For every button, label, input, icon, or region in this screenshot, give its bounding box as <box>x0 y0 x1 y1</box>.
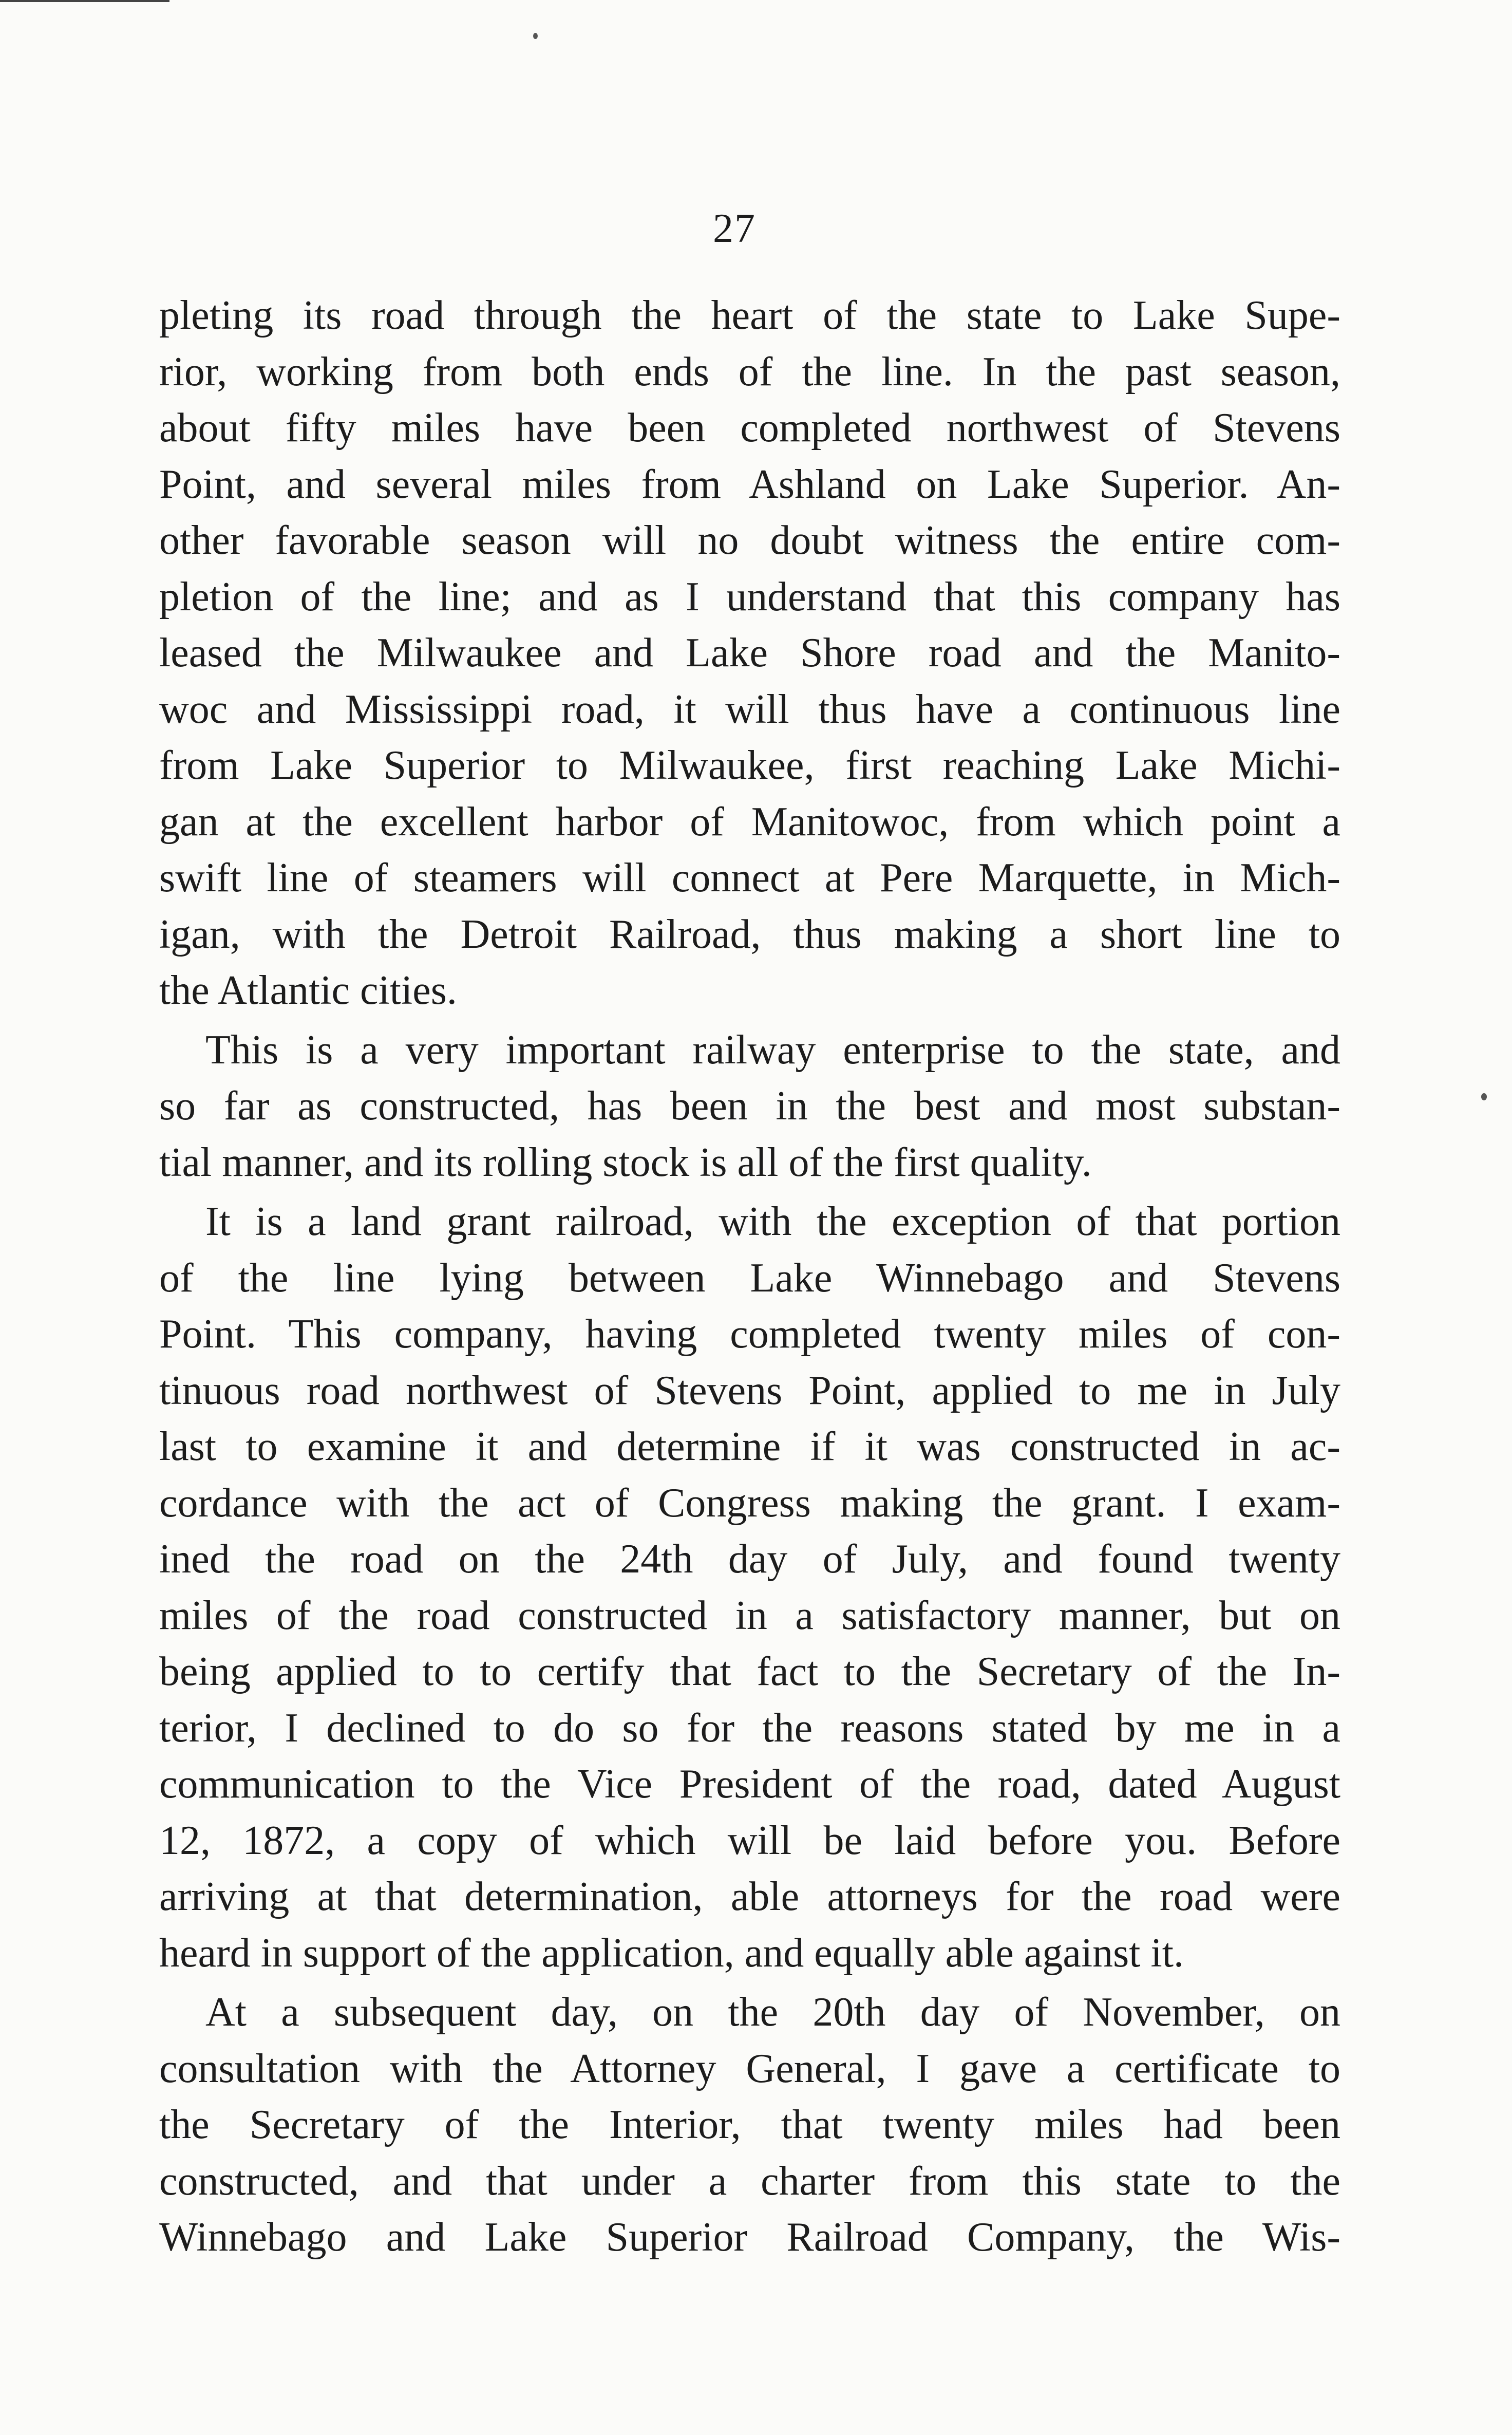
text-line: gan at the excellent harbor of Manitowoc, from which point a <box>159 799 1340 845</box>
page-top-rule <box>0 0 169 2</box>
text-line: of the line lying between Lake Winnebago and Stevens <box>159 1255 1340 1301</box>
text-line: miles of the road constructed in a satisfactory manner, but on <box>159 1593 1340 1638</box>
text-line: other favorable season will no doubt witness the entire com- <box>159 518 1340 563</box>
page-number: 27 <box>713 206 756 251</box>
text-line: about fifty miles have been completed northwest of Stevens <box>159 405 1340 451</box>
text-line: swift line of steamers will connect at Pere Marquette, in Mich- <box>159 855 1340 901</box>
paragraph-first-line: It is a land grant railroad, with the exception of that portion <box>205 1199 1340 1244</box>
text-line: leased the Milwaukee and Lake Shore road and the Manito- <box>159 630 1340 676</box>
text-line: pletion of the line; and as I understand that this company has <box>159 574 1340 620</box>
ink-speck <box>1481 1093 1487 1100</box>
text-line: communication to the Vice President of the road, dated August <box>159 1762 1340 1807</box>
text-line: 12, 1872, a copy of which will be laid before you. Before <box>159 1818 1340 1863</box>
body-text <box>159 288 1340 2266</box>
text-line: igan, with the Detroit Railroad, thus making a short line to <box>159 911 1340 957</box>
text-line: heard in support of the application, and equally able against it. <box>159 1930 1184 1976</box>
text-line: being applied to to certify that fact to the Secretary of the In- <box>159 1649 1340 1694</box>
text-line: so far as constructed, has been in the best and most substan- <box>159 1083 1340 1129</box>
text-line: the Atlantic cities. <box>159 968 457 1013</box>
text-line: Winnebago and Lake Superior Railroad Company, the Wis- <box>159 2215 1340 2260</box>
text-line: rior, working from both ends of the line. In the past season, <box>159 349 1340 395</box>
text-line: ined the road on the 24th day of July, and found twenty <box>159 1537 1340 1582</box>
text-line: woc and Mississippi road, it will thus have a continuous line <box>159 686 1340 732</box>
text-line: Point, and several miles from Ashland on Lake Superior. An- <box>159 461 1340 507</box>
text-line: cordance with the act of Congress making the grant. I exam- <box>159 1480 1340 1526</box>
text-line: terior, I declined to do so for the reasons stated by me in a <box>159 1705 1340 1751</box>
paragraph-first-line: pleting its road through the heart of the state to Lake Supe- <box>159 293 1340 338</box>
text-line: arriving at that determination, able attorneys for the road were <box>159 1874 1340 1919</box>
text-line: constructed, and that under a charter from this state to the <box>159 2158 1340 2204</box>
ink-speck <box>533 33 538 39</box>
paragraph-first-line: This is a very important railway enterprise to the state, and <box>205 1027 1340 1073</box>
paragraph-first-line: At a subsequent day, on the 20th day of November, on <box>205 1990 1340 2035</box>
text-line: Point. This company, having completed twenty miles of con- <box>159 1312 1340 1357</box>
text-line: consultation with the Attorney General, I gave a certificate to <box>159 2046 1340 2091</box>
text-line: tinuous road northwest of Stevens Point, applied to me in July <box>159 1368 1340 1413</box>
text-line: last to examine it and determine if it was constructed in ac- <box>159 1424 1340 1469</box>
text-line: tial manner, and its rolling stock is all of the first quality. <box>159 1139 1092 1185</box>
text-line: from Lake Superior to Milwaukee, first reaching Lake Michi- <box>159 743 1340 788</box>
text-line: the Secretary of the Interior, that twenty miles had been <box>159 2102 1340 2147</box>
